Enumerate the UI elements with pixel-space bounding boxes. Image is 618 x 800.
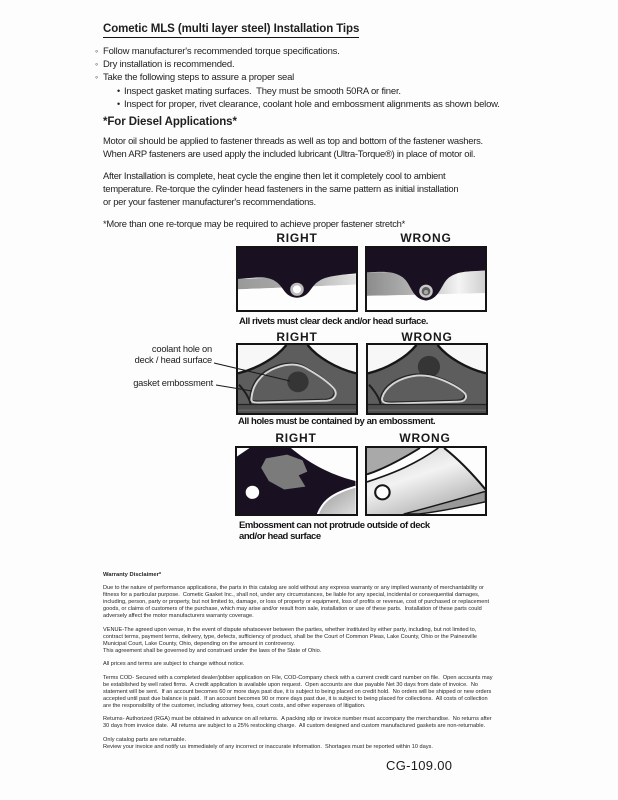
paragraph: Motor oil should be applied to fastener threads as well as top and bottom of the fastener washers. When ARP fasteners are used apply the included lubricant (Ultra-Torque®) in place of motor oil.: [103, 135, 483, 159]
diagram-caption: Embossment can not protrude outside of deck and/or head surface: [239, 520, 430, 542]
disclaimer-paragraph: VENUE-The agreed upon venue, in the event of dispute whatsoever between the parties, whether instituted by either party, including, but not limited to, contract terms, payment terms, delivery, type, defects, sufficiency of product, shall be the Court of Common Pleas, Lake County, Ohio or the Painesville Municipal Court, Lake County, Ohio, depending on the amount in controversy. This agreement shall be governed by and construed under the laws of the State of Ohio.: [103, 626, 478, 654]
wrong-label: WRONG: [399, 431, 451, 445]
disclaimer-paragraph: Terms COD- Secured with a completed dealer/jobber application on File, COD-Company check with a current credit card number on file. Open accounts may be established by well rated firms. A credit application is available upon request. Open accounts are due payable Net 30 days from date of invoice. No statement will be sent. If an account becomes 60 or more days past due, it is subject to being placed on credit hold. No orders will be shipped or new orders accepted until past due balance is paid. If an account becomes 90 or more days past due, it is subject to being placed for collections. All costs of collection are the responsibility of the customer, including attorney fees, court costs, and other expenses of litigation.: [103, 674, 493, 709]
bullet-icon: ◦: [95, 59, 98, 70]
list-item: [95, 85, 500, 98]
bullet-icon: ◦: [95, 46, 98, 56]
list-item-text: Inspect gasket mating surfaces. They must be smooth 50RA or finer.: [124, 85, 401, 97]
coolant-hole-label: coolant hole on deck / head surface: [134, 344, 212, 365]
installation-tips-list: [95, 45, 500, 111]
diagram-row-protrusion: [235, 431, 487, 542]
list-item-text: Follow manufacturer's recommended torque specifications.: [103, 46, 340, 57]
list-item: [95, 98, 500, 111]
rivet-right-diagram: [236, 246, 358, 312]
disclaimer-paragraph: Returns- Authorized (RGA) must be obtained in advance on all returns. A packing slip or invoice number must accompany the merchandise. No returns after 30 days from invoice date. All returns are subject to a 25% restocking charge. All custom designed and custom manufactured gaskets are non-returnable.: [103, 716, 492, 729]
right-label: RIGHT: [276, 231, 318, 245]
wrong-label: WRONG: [401, 330, 453, 344]
rivet-wrong-diagram: [365, 246, 487, 312]
diagram-row-rivets: [236, 231, 487, 327]
gasket-embossment-label: gasket embossment: [133, 378, 213, 388]
bullet-icon: ◦: [95, 72, 98, 83]
list-item: [95, 45, 500, 58]
right-label: RIGHT: [275, 431, 317, 445]
disclaimer-heading: Warranty Disclaimer*: [103, 572, 162, 578]
wrong-label: WRONG: [400, 231, 452, 245]
embossment-wrong-diagram: [366, 343, 488, 415]
disclaimer-paragraph: Only catalog parts are returnable. Review your invoice and notify us immediately of any incorrect or inaccurate information. Shortages must be reported within 10 days.: [103, 736, 433, 750]
protrusion-right-diagram: [235, 446, 358, 516]
bullet-icon: •: [117, 85, 120, 96]
diagram-caption: All holes must be contained by an embossment.: [238, 416, 436, 427]
list-item: [95, 71, 500, 84]
bullet-icon: •: [117, 98, 120, 109]
list-item-text: Dry installation is recommended.: [103, 59, 235, 71]
diagram-row-embossment: [110, 330, 490, 432]
disclaimer-paragraph: All prices and terms are subject to change without notice.: [103, 661, 245, 667]
list-item-text: Inspect for proper, rivet clearance, coolant hole and embossment alignments as shown below.: [124, 98, 500, 110]
disclaimer-paragraph: Due to the nature of performance applications, the parts in this catalog are sold without any express warranty or any implied warranty of merchantability or fitness for a particular purpose. Cometic Gasket Inc., shall not, under any circumstances, be liable for any special, incidental or consequential damages, including, person, party or property, but not limited to, damage, or loss of property or equipment, loss of profits or revenue, cost of purchased or replacement goods, or claims of customers of the purchase, which may arise and/or result from sale, installation or use of these parts. Installation of these parts could adversely affect the motor manufacturers warranty coverage.: [103, 585, 490, 619]
list-item-text: Take the following steps to assure a proper seal: [103, 72, 295, 84]
retorque-note: *More than one re-torque may be required to achieve proper fastener stretch*: [103, 217, 406, 229]
page-code: CG-109.00: [386, 758, 453, 773]
page-title: Cometic MLS (multi layer steel) Installation Tips: [103, 23, 359, 38]
right-label: RIGHT: [276, 330, 318, 344]
section-heading: *For Diesel Applications*: [103, 116, 237, 128]
diagram-caption: All rivets must clear deck and/or head surface.: [239, 316, 428, 327]
list-item: [95, 58, 500, 71]
protrusion-wrong-diagram: [365, 446, 488, 516]
diesel-applications-section: [103, 116, 507, 230]
embossment-right-diagram: [236, 343, 358, 415]
paragraph: After Installation is complete, heat cycle the engine then let it completely cool to ambient temperature. Re-torque the cylinder head fasteners in the same pattern as initial installation or per your fastener manufacturer's recommendations.: [103, 169, 459, 207]
warranty-disclaimer-section: [103, 572, 517, 757]
